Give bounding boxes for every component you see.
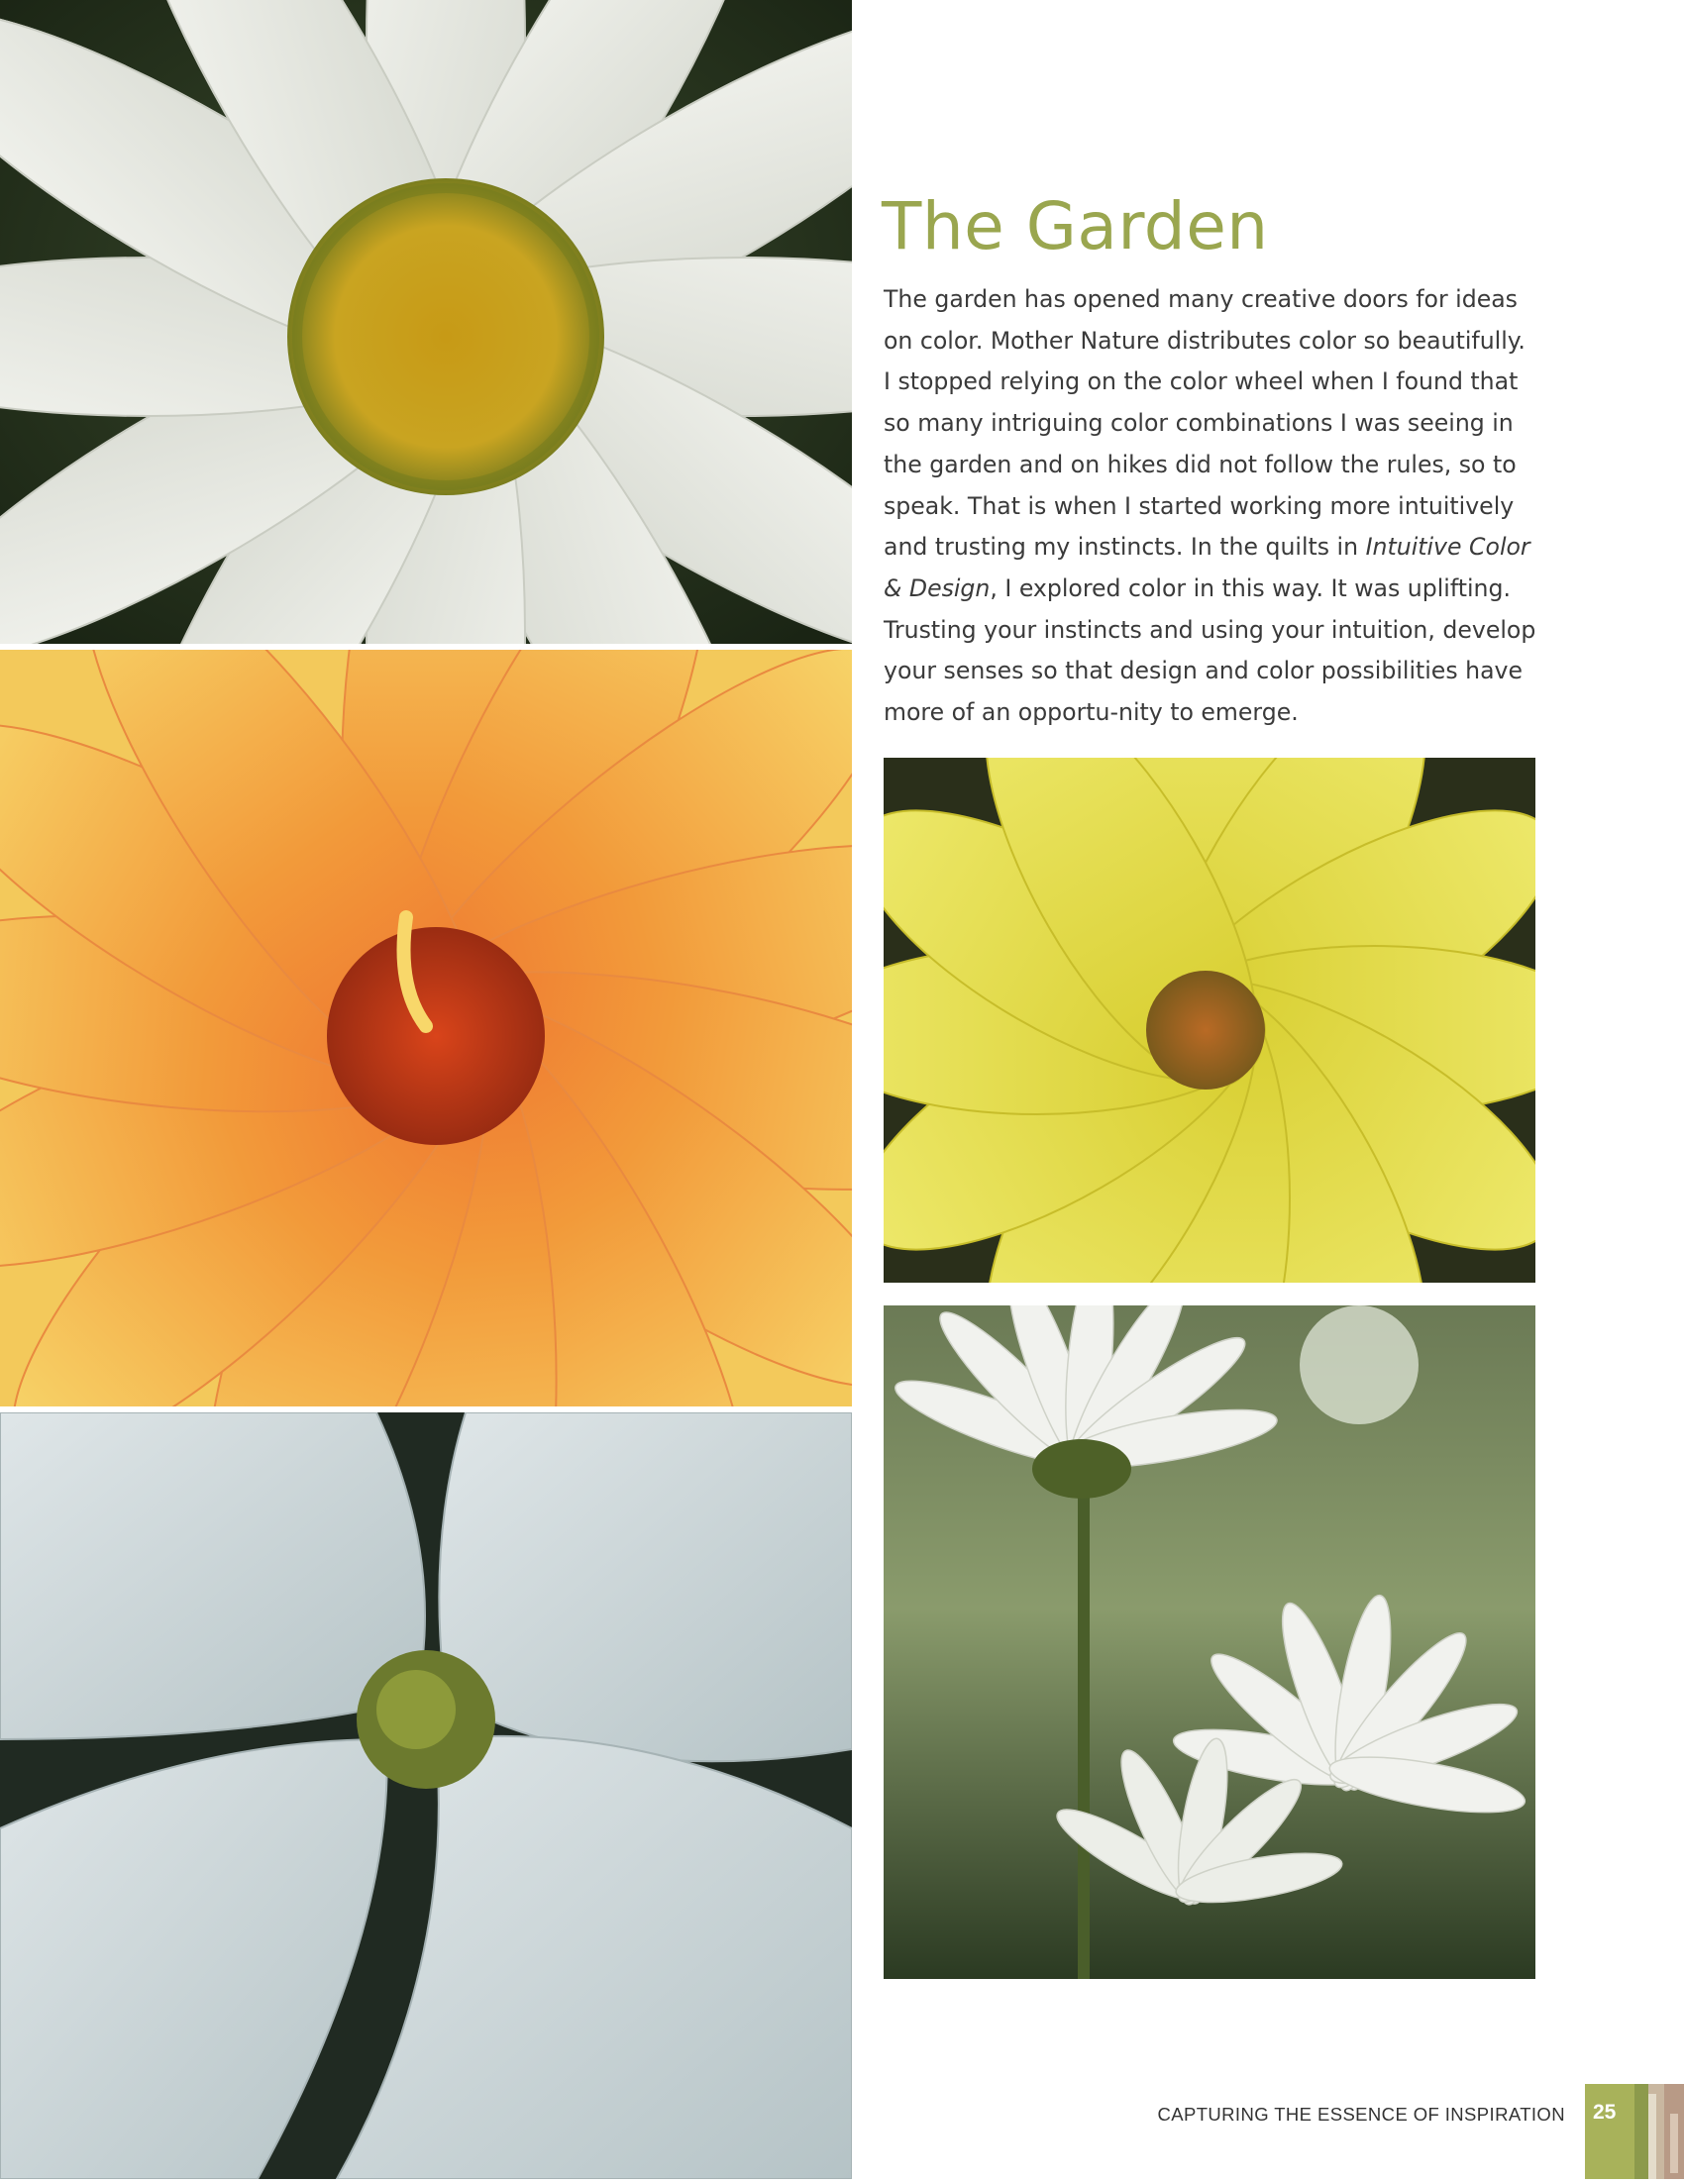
photo-yellow-dahlia [884,758,1535,1283]
book-title: Intuitive Color & Design [884,533,1530,602]
body-text-part-1: The garden has opened many creative doors for ideas on color. Mother Nature distributes color so beautifully. I stopped relying on the color wheel when I found that so many intriguing color combinations I was seeing in the garden and on hikes did not follow the rules, so to speak. That is when I started working more intuitively and trusting my instincts. In the quilts in [884,285,1526,562]
footer-section-label: CAPTURING THE ESSENCE OF INSPIRATION [1157,2104,1565,2125]
body-text-part-2: , I explored color in this way. It was uplifting. Trusting your instincts and using your intuition, develop your senses so that design and color possibilities have more of an opportu-nity to emerge. [884,573,1536,727]
chapter-tab-image [1634,2084,1684,2179]
photo-shasta-daisies [884,1305,1535,1979]
page-number: 25 [1593,2101,1617,2124]
photo-orange-dahlia [0,650,852,1406]
body-paragraph [884,279,1537,734]
photo-dogwood-blossom [0,1412,852,2179]
page-title: The Garden [882,188,1269,264]
photo-white-daisy [0,0,852,644]
